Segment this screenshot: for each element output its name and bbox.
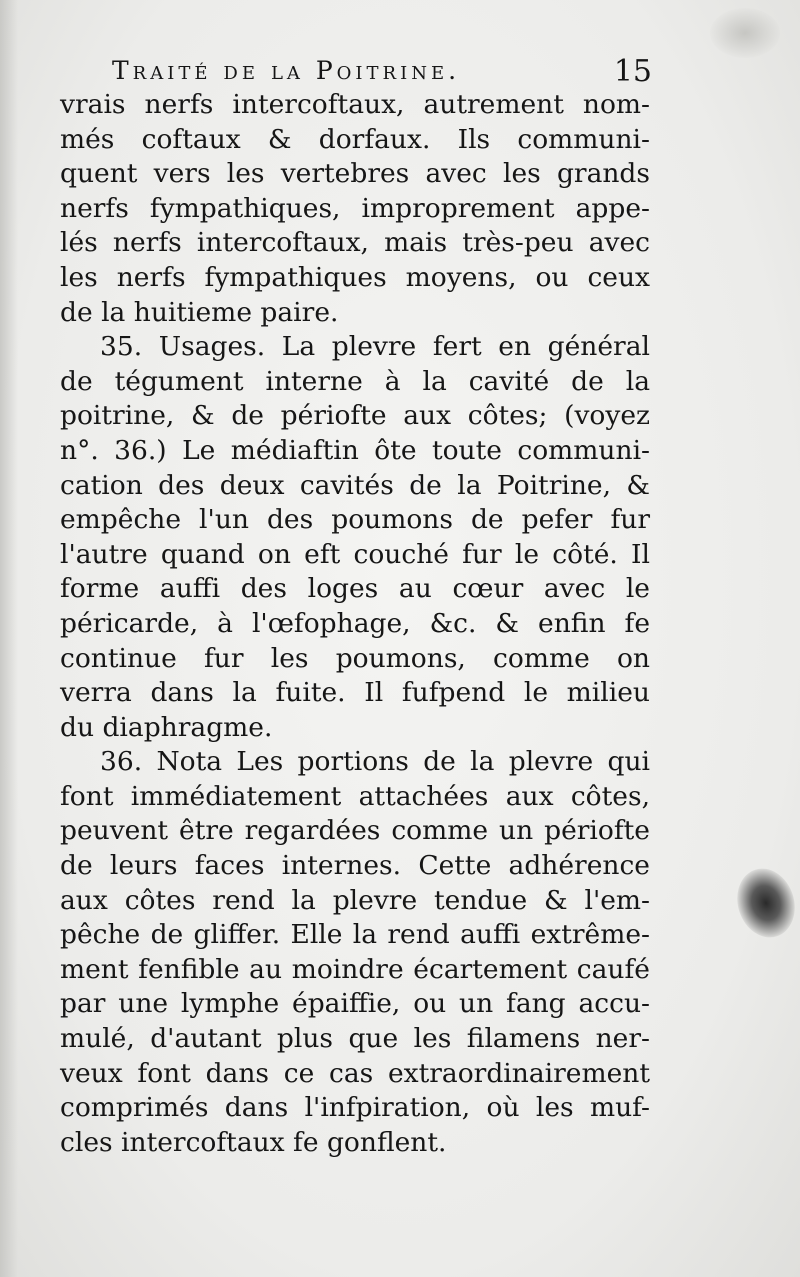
text-line: peuvent être regardées comme un périofte	[60, 815, 650, 847]
text-line: més coftaux & dorfaux. Ils communi-	[60, 123, 650, 155]
text-line: péricarde, à l'œfophage, &c. & enfin fe	[60, 607, 650, 639]
text-line: de la huitieme paire.	[60, 296, 339, 328]
text-line: pêche de gliffer. Elle la rend auffi extrême-	[60, 919, 650, 951]
text-line: mulé, d'autant plus que les filamens ner-	[60, 1023, 650, 1055]
text-line: vrais nerfs intercoftaux, autrement nom-	[60, 89, 650, 120]
text-line: verra dans la fuite. Il fufpend le milieu	[60, 677, 650, 709]
text-line: ment fenfible au moindre écartement caufé	[60, 953, 650, 985]
page-number: 15	[613, 54, 652, 89]
text-line: 36. Nota Les portions de la plevre qui	[100, 746, 650, 778]
text-line: empêche l'un des poumons de pefer fur	[60, 504, 650, 536]
running-title: Traité de la Poitrine.	[112, 56, 461, 85]
text-line: comprimés dans l'infpiration, où les muf-	[60, 1092, 650, 1124]
paper-stain-top	[710, 8, 780, 58]
text-line: lés nerfs intercoftaux, mais très-peu avec	[60, 227, 650, 259]
text-line: font immédiatement attachées aux côtes,	[60, 780, 650, 812]
body-text	[60, 88, 650, 1160]
text-line: 35. Usages. La plevre fert en général	[100, 331, 650, 363]
text-line: veux font dans ce cas extraordinairement	[60, 1057, 650, 1089]
text-line: du diaphragme.	[60, 711, 273, 743]
text-line: par une lymphe épaiffie, ou un fang accu-	[60, 988, 650, 1020]
ink-stain	[729, 861, 800, 945]
text-line: les nerfs fympathiques moyens, ou ceux	[60, 261, 650, 293]
text-line: poitrine, & de périofte aux côtes; (voyez	[60, 400, 650, 432]
text-line: de leurs faces internes. Cette adhérence	[60, 850, 650, 882]
text-line: cation des deux cavités de la Poitrine, &	[60, 469, 650, 501]
text-line: de tégument interne à la cavité de la	[60, 365, 650, 397]
text-line: continue fur les poumons, comme on	[60, 642, 650, 674]
gutter-shadow	[0, 0, 18, 1277]
text-line: l'autre quand on eft couché fur le côté. Il	[60, 538, 650, 570]
text-line: cles intercoftaux fe gonflent.	[60, 1126, 447, 1158]
text-line: n°. 36.) Le médiaftin ôte toute communi-	[60, 434, 650, 466]
text-line: aux côtes rend la plevre tendue & l'em-	[60, 884, 650, 916]
text-line: forme auffi des loges au cœur avec le	[60, 573, 650, 605]
text-line: quent vers les vertebres avec les grands	[60, 158, 650, 190]
text-line: nerfs fympathiques, improprement appe-	[60, 192, 650, 224]
